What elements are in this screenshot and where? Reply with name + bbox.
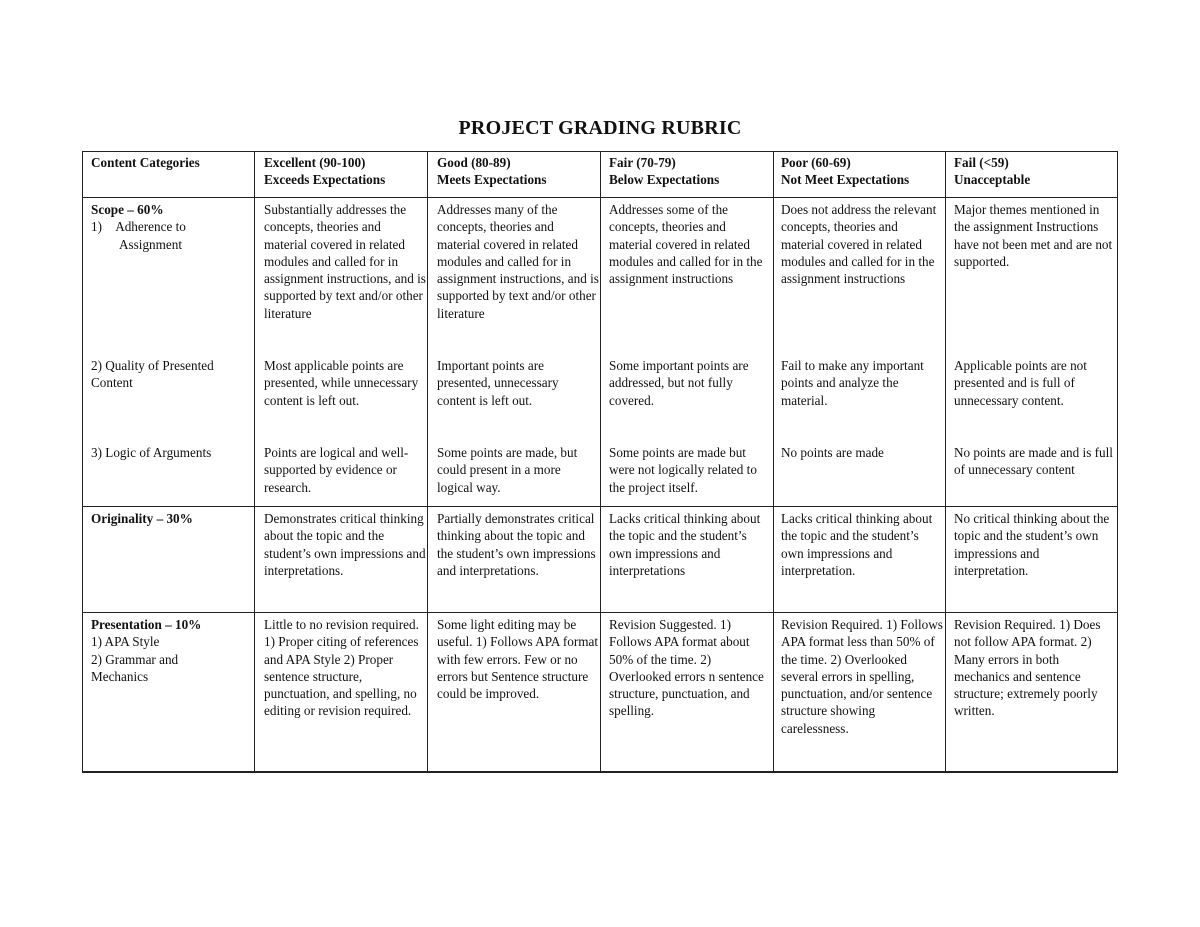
scope-fair-quality: Some important points are addressed, but not fully covered. <box>609 358 749 408</box>
header-excellent <box>264 154 426 189</box>
row-divider <box>83 506 1117 507</box>
header-range: Fair (70-79) <box>609 155 676 170</box>
header-desc: Below Expectations <box>609 172 720 188</box>
row-divider <box>83 197 1117 198</box>
scope-sub-adherence-cont: Assignment <box>119 236 183 252</box>
originality-heading: Originality – 30% <box>91 511 193 526</box>
column-divider <box>600 152 601 771</box>
presentation-category <box>91 616 253 685</box>
header-desc: Not Meet Expectations <box>781 172 910 188</box>
header-range: Poor (60-69) <box>781 155 851 170</box>
scope-fair-logic: Some points are made but were not logically related to the project itself. <box>609 445 757 495</box>
presentation-sub-apa: 1) APA Style <box>91 634 160 650</box>
originality-excellent: Demonstrates critical thinking about the topic and the student’s own impressions and interpretations. <box>264 511 426 578</box>
list-text: Adherence to <box>115 219 186 235</box>
header-desc: Exceeds Expectations <box>264 172 386 188</box>
originality-fail: No critical thinking about the topic and the student’s own impressions and interpretation. <box>954 511 1110 578</box>
header-desc: Unacceptable <box>954 172 1031 188</box>
scope-poor-quality: Fail to make any important points and analyze the material. <box>781 358 924 408</box>
scope-good-adherence: Addresses many of the concepts, theories and material covered in related modules and called for in assignment instructions, and is supported by text and/or other literature <box>437 202 599 321</box>
scope-fail-logic: No points are made and is full of unnecessary content <box>954 445 1113 478</box>
header-range: Good (80-89) <box>437 155 511 170</box>
page-title: PROJECT GRADING RUBRIC <box>458 117 742 139</box>
scope-fair-adherence: Addresses some of the concepts, theories and material covered in related modules and called for in the assignment instructions <box>609 202 763 287</box>
scope-excellent-quality: Most applicable points are presented, while unnecessary content is left out. <box>264 358 419 408</box>
scope-fail-quality: Applicable points are not presented and is full of unnecessary content. <box>954 358 1087 408</box>
header-fair <box>609 154 771 189</box>
row-divider <box>83 612 1117 613</box>
presentation-fail: Revision Required. 1) Does not follow APA format. 2) Many errors in both mechanics and sentence structure; extremely poorly written. <box>954 617 1101 719</box>
scope-excellent-logic: Points are logical and well-supported by evidence or research. <box>264 445 409 495</box>
presentation-sub-grammar: 2) Grammar and Mechanics <box>91 651 179 684</box>
header-poor <box>781 154 943 189</box>
column-divider <box>427 152 428 771</box>
presentation-excellent: Little to no revision required. 1) Proper citing of references and APA Style 2) Proper sentence structure, punctuation, and spelling, no editing or revision required. <box>264 617 419 719</box>
header-content-categories: Content Categories <box>91 155 200 170</box>
header-desc: Meets Expectations <box>437 172 547 188</box>
scope-heading: Scope – 60% <box>91 202 164 217</box>
column-divider <box>254 152 255 771</box>
column-divider <box>773 152 774 771</box>
scope-category <box>91 201 253 253</box>
scope-good-quality: Important points are presented, unnecessary content is left out. <box>437 358 559 408</box>
header-good <box>437 154 599 189</box>
header-fail <box>954 154 1116 189</box>
scope-poor-logic: No points are made <box>781 445 884 460</box>
header-range: Excellent (90-100) <box>264 155 366 170</box>
originality-poor: Lacks critical thinking about the topic and the student’s own impressions and interpretation. <box>781 511 933 578</box>
list-number: 1) <box>91 219 102 235</box>
scope-sub-logic: 3) Logic of Arguments <box>91 445 212 460</box>
scope-sub-adherence <box>91 218 253 235</box>
rubric-table <box>82 151 1118 773</box>
scope-poor-adherence: Does not address the relevant concepts, theories and material covered in related modules and called for in the assignment instructions <box>781 202 937 287</box>
presentation-heading: Presentation – 10% <box>91 617 202 632</box>
header-range: Fail (<59) <box>954 155 1009 170</box>
scope-good-logic: Some points are made, but could present in a more logical way. <box>437 445 578 495</box>
presentation-fair: Revision Suggested. 1) Follows APA format about 50% of the time. 2) Overlooked errors n sentence structure, punctuation, and spelling. <box>609 617 764 719</box>
scope-fail-adherence: Major themes mentioned in the assignment Instructions have not been met and are not supported. <box>954 202 1113 269</box>
presentation-poor: Revision Required. 1) Follows APA format less than 50% of the time. 2) Overlooked several errors in spelling, punctuation, and/or sentence structure showing carelessness. <box>781 617 943 736</box>
scope-excellent-adherence: Substantially addresses the concepts, theories and material covered in related modules and called for in assignment instructions, and is supported by text and/or other literature <box>264 202 426 321</box>
originality-good: Partially demonstrates critical thinking about the topic and the student’s own impressions and interpretations. <box>437 511 596 578</box>
originality-fair: Lacks critical thinking about the topic and the student’s own impressions and interpretations <box>609 511 761 578</box>
scope-sub-quality: 2) Quality of Presented Content <box>91 358 214 391</box>
column-divider <box>945 152 946 771</box>
presentation-good: Some light editing may be useful. 1) Follows APA format with few errors. Few or no errors but Sentence structure could be improved. <box>437 617 599 702</box>
